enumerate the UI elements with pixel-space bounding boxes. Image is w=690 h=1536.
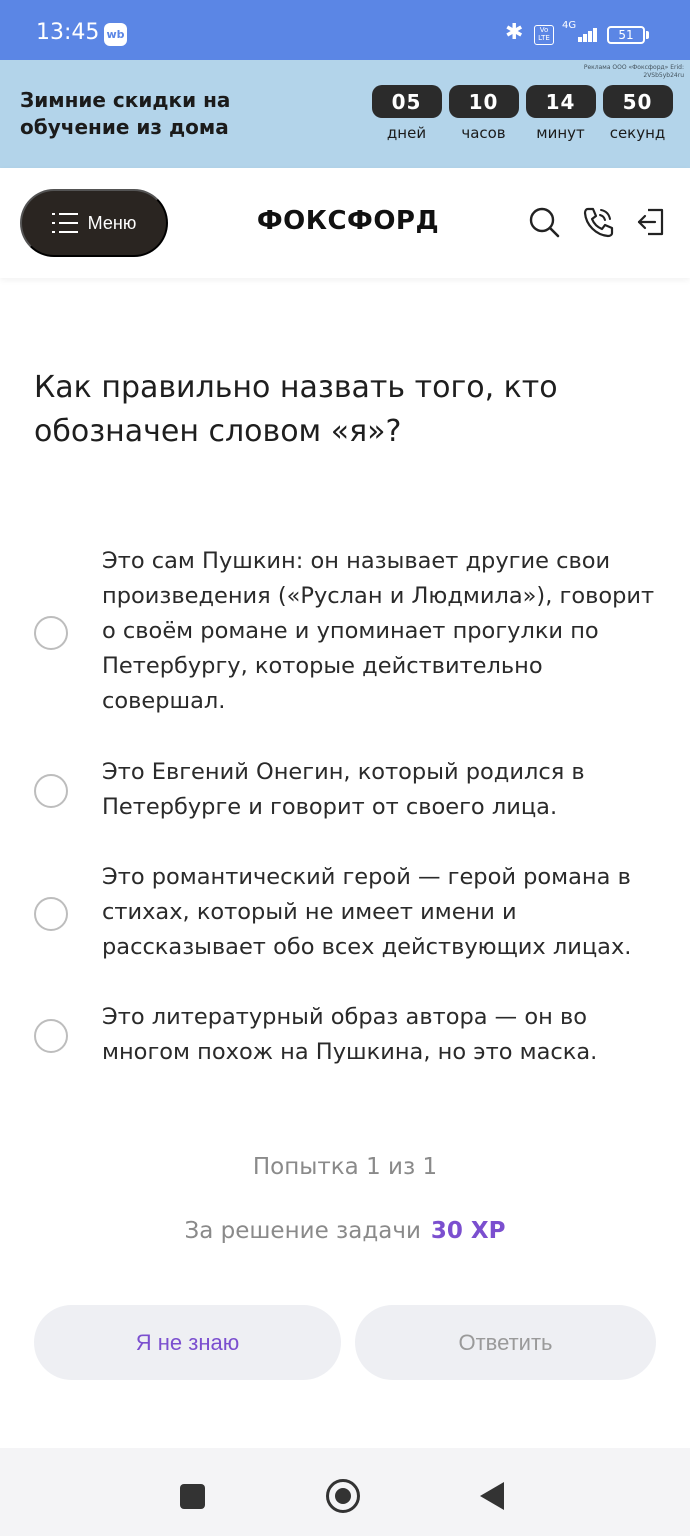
signal-icon	[562, 20, 600, 44]
countdown-label: часов	[461, 124, 506, 142]
login-icon[interactable]	[634, 204, 670, 240]
back-icon[interactable]	[480, 1482, 504, 1510]
recent-apps-icon[interactable]	[180, 1484, 205, 1509]
logo[interactable]: ФОКСФОРД	[256, 206, 440, 236]
site-header	[0, 168, 690, 278]
menu-label: Меню	[87, 212, 137, 233]
answer-option-text: Это романтический герой — герой романа в стихах, который не имеет имени и рассказывает обо всех действующих лицах.	[102, 864, 632, 960]
radio-button[interactable]	[34, 774, 68, 808]
network-type: 4G	[562, 20, 577, 31]
attempt-counter: Попытка 1 из 1	[252, 1154, 438, 1180]
dont-know-button[interactable]: Я не знаю	[34, 1305, 341, 1380]
countdown-value: 14	[526, 85, 596, 118]
countdown-minutes	[525, 85, 596, 142]
countdown-timer	[371, 85, 673, 142]
reward-label: За решение задачи	[184, 1218, 421, 1244]
countdown-days	[371, 85, 442, 142]
answer-option-text: Это сам Пушкин: он называет другие свои произведения («Руслан и Людмила»), говорит о своём романе и упоминает прогулки по Петербургу, которые действительно совершал.	[102, 548, 655, 714]
question-text: Как правильно назвать того, кто обозначен словом «я»?	[34, 370, 558, 449]
countdown-label: дней	[386, 124, 427, 142]
radio-button[interactable]	[34, 897, 68, 931]
countdown-label: секунд	[609, 124, 666, 142]
phone-icon[interactable]	[580, 204, 616, 240]
reward-info	[0, 1218, 690, 1244]
status-time: 13:45	[36, 20, 100, 45]
radio-button[interactable]	[34, 1019, 68, 1053]
countdown-seconds	[602, 85, 673, 142]
search-icon[interactable]	[526, 204, 562, 240]
ad-disclaimer: Реклама ООО «Фоксфорд» Erid: 2VSb5yb24ru	[583, 64, 684, 79]
countdown-label: минут	[536, 124, 585, 142]
menu-button[interactable]	[20, 189, 168, 257]
answer-option-text: Это Евгений Онегин, который родился в Петербурге и говорит от своего лица.	[102, 759, 585, 820]
countdown-value: 10	[449, 85, 519, 118]
countdown-hours	[448, 85, 519, 142]
status-bar	[0, 0, 690, 60]
countdown-value: 05	[372, 85, 442, 118]
menu-icon	[52, 213, 78, 233]
radio-button[interactable]	[34, 616, 68, 650]
bluetooth-icon: ✱	[505, 20, 524, 45]
answer-button[interactable]: Ответить	[355, 1305, 656, 1380]
battery-icon: 51	[607, 26, 645, 44]
home-icon[interactable]	[326, 1479, 360, 1513]
wb-app-icon: wb	[104, 23, 127, 46]
promo-banner[interactable]	[0, 60, 690, 168]
system-nav-bar	[0, 1448, 690, 1536]
answer-option-text: Это литературный образ автора — он во многом похож на Пушкина, но это маска.	[102, 1004, 598, 1065]
countdown-value: 50	[603, 85, 673, 118]
promo-headline: Зимние скидки на обучение из дома	[20, 88, 231, 139]
reward-xp: 30 XP	[430, 1218, 506, 1244]
volte-icon: Vo LTE	[534, 25, 554, 45]
battery-tip	[646, 31, 649, 39]
